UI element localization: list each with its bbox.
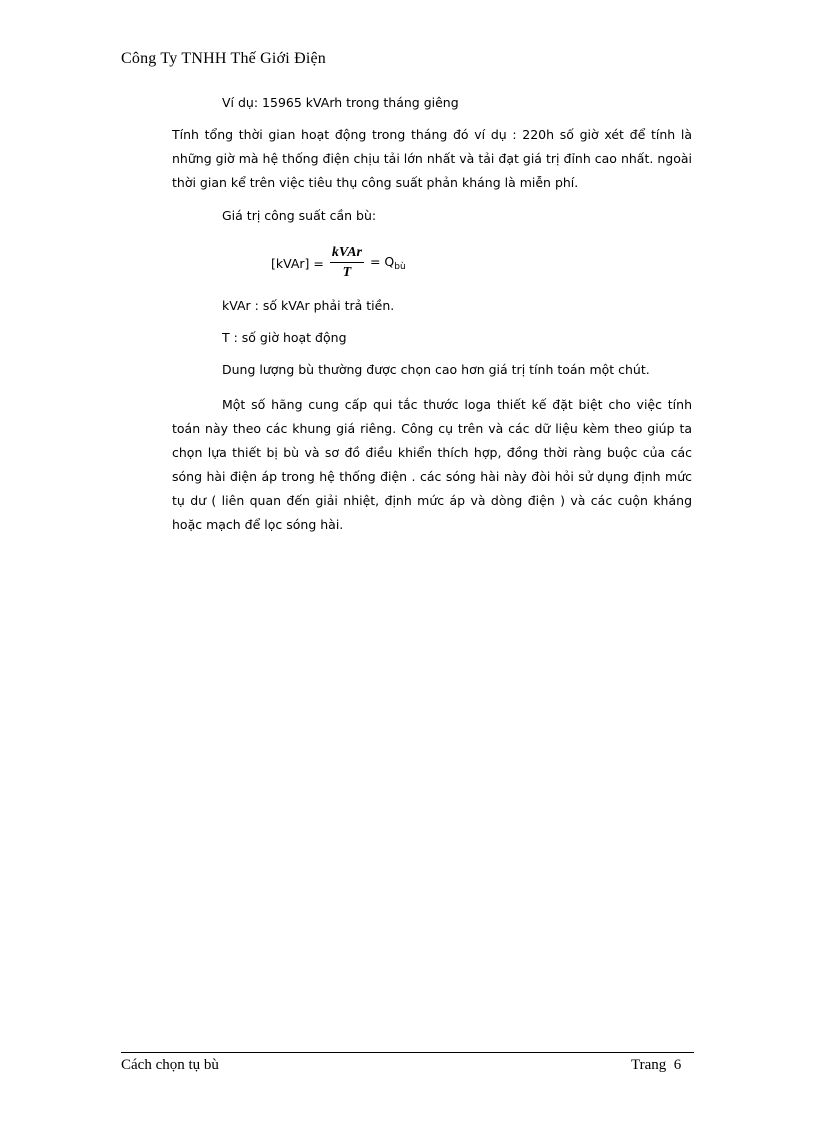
paragraph-total-time: Tính tổng thời gian hoạt động trong tháng đó ví dụ : 220h số giờ xét để tính là những giờ mà hệ thống điện chịu tải lớn nhất và tải đạt giá trị đỉnh cao nhất. ngoài thời gian kể trên việc tiêu thụ công suất phản kháng là miễn phí. bbox=[172, 127, 692, 190]
formula-rhs bbox=[370, 254, 406, 272]
footer-divider bbox=[121, 1052, 694, 1053]
capacity-note: Dung lượng bù thường được chọn cao hơn giá trị tính toán một chút. bbox=[222, 362, 650, 377]
kvar-definition: kVAr : số kVAr phải trả tiền. bbox=[222, 298, 395, 313]
formula-denominator: T bbox=[342, 265, 352, 280]
formula-rhs-subscript: bù bbox=[394, 262, 406, 272]
formula-rhs-prefix: = Q bbox=[369, 254, 395, 269]
paragraph-manufacturers: Một số hãng cung cấp qui tắc thước loga thiết kế đặt biệt cho việc tính toán này theo các khung giá riêng. Công cụ trên và các dữ liệu kèm theo giúp ta chọn lựa thiết bị bù và sơ đồ điều khiển thích hợp, đồng thời ràng buộc của các sóng hài điện áp trong hệ thống điện . các sóng hài này đòi hỏi sử dụng định mức tụ dư ( liên quan đến giải nhiệt, định mức áp và dòng điện ) và các cuộn kháng hoặc mạch để lọc sóng hài. bbox=[172, 397, 692, 532]
footer-title: Cách chọn tụ bù bbox=[121, 1057, 219, 1073]
formula-fraction bbox=[330, 245, 364, 281]
value-intro-line: Giá trị công suất cần bù: bbox=[222, 208, 377, 223]
footer-page-number: Trang 6 bbox=[631, 1057, 682, 1073]
example-line: Ví dụ: 15965 kVArh trong tháng giêng bbox=[222, 95, 459, 110]
page-header-company: Công Ty TNHH Thế Giới Điện bbox=[121, 50, 326, 67]
compensation-formula bbox=[271, 243, 406, 283]
formula-numerator: kVAr bbox=[330, 245, 364, 263]
t-definition: T : số giờ hoạt động bbox=[222, 330, 347, 345]
formula-lhs: [kVAr] = bbox=[271, 255, 324, 271]
